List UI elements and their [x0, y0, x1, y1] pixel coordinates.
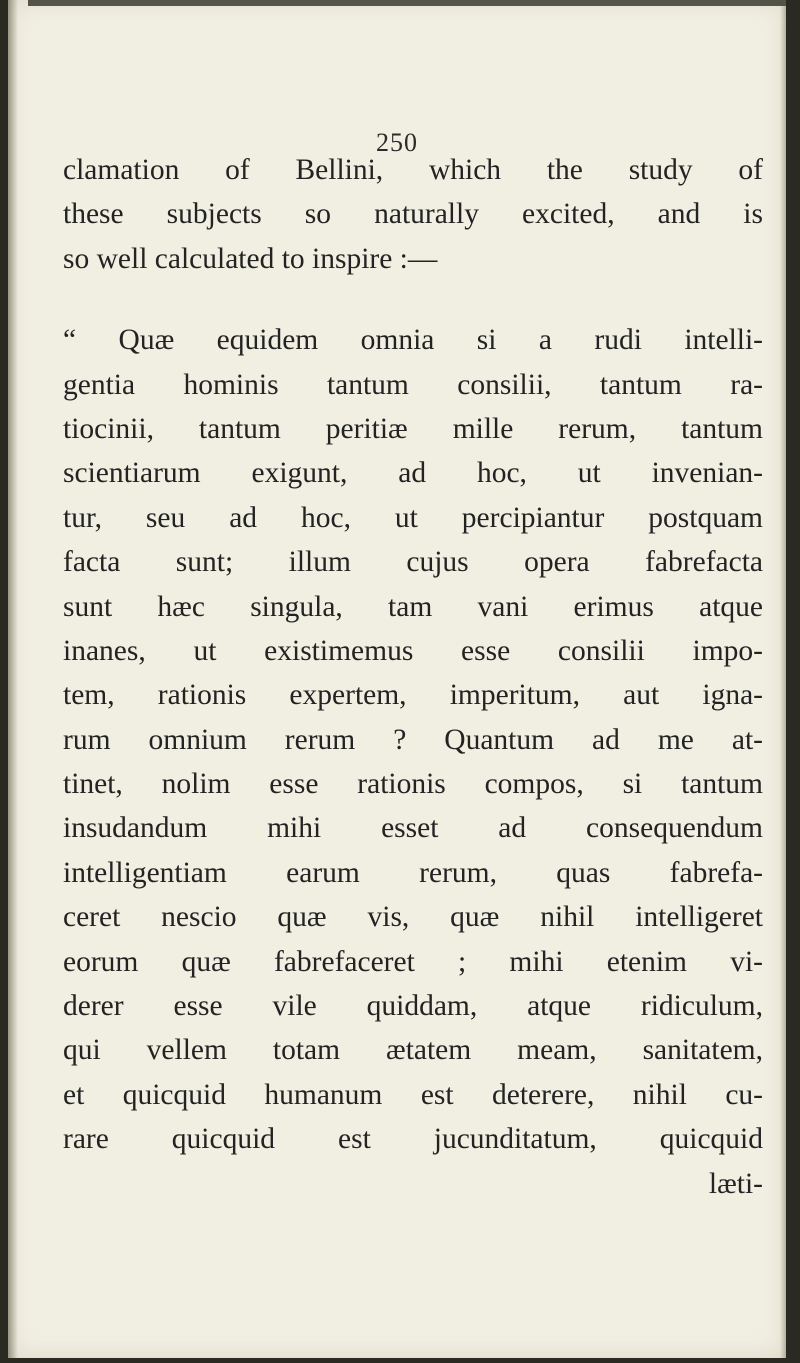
quote-line: tem, rationis expertem, imperitum, aut igna- — [63, 679, 763, 712]
page-edge-shadow — [780, 0, 786, 1358]
quote-line: gentia hominis tantum consilii, tantum ra- — [63, 368, 763, 401]
paragraph-gap — [63, 281, 763, 318]
quote-line: qui vellem totam ætatem meam, sanitatem, — [63, 1034, 763, 1067]
page-number: 250 — [376, 128, 418, 157]
body-text — [63, 148, 763, 1206]
quote-line: et quicquid humanum est deterere, nihil cu- — [63, 1078, 763, 1111]
quote-line: scientiarum exigunt, ad hoc, ut invenian- — [63, 457, 763, 490]
quote-line: intelligentiam earum rerum, quas fabrefa- — [63, 856, 763, 889]
quote-line: tinet, nolim esse rationis compos, si tantum — [63, 768, 763, 801]
quote-line: eorum quæ fabrefaceret ; mihi etenim vi- — [63, 945, 763, 978]
text-line: these subjects so naturally excited, and is — [63, 198, 763, 231]
catchword: læti- — [708, 1167, 763, 1200]
quote-line: rum omnium rerum ? Quantum ad me at- — [63, 723, 763, 756]
quote-line: inanes, ut existimemus esse consilii impo- — [63, 634, 763, 667]
quote-line: rare quicquid est jucunditatum, quicquid — [63, 1123, 763, 1156]
quote-line: tur, seu ad hoc, ut percipiantur postquam — [63, 501, 763, 534]
text-line: so well calculated to inspire :— — [63, 242, 438, 275]
quote-line: facta sunt; illum cujus opera fabrefacta — [63, 546, 763, 579]
text-line: clamation of Bellini, which the study of — [63, 154, 763, 186]
quote-line: sunt hæc singula, tam vani erimus atque — [63, 590, 763, 623]
book-page — [8, 0, 786, 1358]
top-edge-shadow — [28, 0, 786, 6]
quote-line: “ Quæ equidem omnia si a rudi intelli- — [63, 324, 763, 357]
quote-line: ceret nescio quæ vis, quæ nihil intelligeret — [63, 901, 763, 934]
quote-line: derer esse vile quiddam, atque ridiculum, — [63, 990, 763, 1023]
spine-shadow — [8, 0, 18, 1358]
quote-line: insudandum mihi esset ad consequendum — [63, 812, 763, 845]
quote-line: tiocinii, tantum peritiæ mille rerum, tantum — [63, 412, 763, 445]
